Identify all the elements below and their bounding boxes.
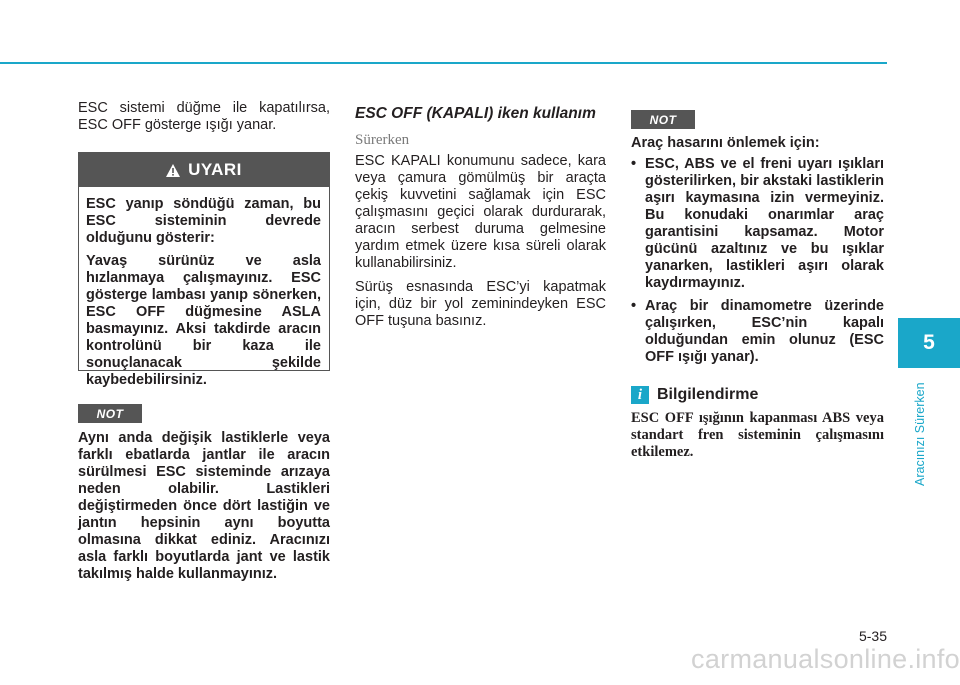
note-label-left: NOT [78, 404, 142, 423]
note-text-left: Aynı anda değişik lastiklerle veya farklı ebatlarda jantlar ile aracın sürülmesi ESC sisteminde arızaya neden olabilir. Lastikleri değiştirmeden önce dört lastiğin ve jantın hepsinin aynı boyutta olmasına dikkat ediniz. Aracınızı asla farklı boyutlarda jant ve lastik takılmış halde kullanmayınız. [78, 430, 330, 582]
top-divider [0, 62, 887, 64]
note-left [78, 430, 330, 583]
page-number: 5-35 [858, 628, 887, 644]
list-item: • ESC, ABS ve el freni uyarı ışıkları gösterilirken, bir akstaki lastiklerin aşırı kaymasına izin vermeyiniz. Bu konudaki onarımlar araç garantisini kapsamaz. Motor gücünü azaltınız ve bu ışıklar yanarken, lastikleri aşırı olarak kaydırmayınız. [631, 156, 884, 292]
list-item: • Araç bir dinamometre üzerinde çalışırken, ESC’nin kapalı olduğundan emin olunuz (ESC OFF ışığı yanar). [631, 298, 884, 366]
info-heading [631, 386, 884, 404]
left-column [78, 100, 330, 134]
middle-paragraph-2: Sürüş esnasında ESC’yi kapatmak için, düz bir yol zeminindeyken ESC OFF tuşuna basınız. [355, 279, 606, 329]
right-column [631, 135, 884, 461]
middle-column [355, 105, 606, 330]
warning-title: UYARI [188, 160, 242, 179]
info-icon: i [631, 386, 649, 404]
section-heading: ESC OFF (KAPALI) iken kullanım [355, 105, 596, 122]
watermark: carmanualsonline.info [691, 644, 960, 674]
info-title: Bilgilendirme [657, 386, 759, 403]
intro-text: ESC sistemi düğme ile kapatılırsa, ESC OFF gösterge ışığı yanar. [78, 100, 330, 133]
warning-box [78, 152, 330, 388]
warning-paragraph-2: Yavaş sürünüz ve asla hızlanmaya çalışmayınız. ESC gösterge lambası yanıp sönerken, ESC OFF düğmesine ASLA basmayınız. Aksi takdirde aracın kontrolünü bir kaza ile sonuçlanacak şekilde kaybedebilirsiniz. [86, 253, 321, 388]
chapter-title: Aracınızı Sürerken [913, 382, 927, 486]
warning-triangle-icon [166, 164, 180, 177]
warning-body [79, 187, 329, 389]
note-title-right: Araç hasarını önlemek için: [631, 135, 820, 151]
warning-paragraph-1: ESC yanıp söndüğü zaman, bu ESC sisteminin devrede olduğunu gösterir: [86, 196, 321, 246]
chapter-tab: 5 [898, 318, 960, 368]
warning-header [79, 153, 329, 187]
middle-paragraph-1: ESC KAPALI konumunu sadece, kara veya çamura gömülmüş bir araçta çekiş kuvvetini sağlamak için ESC çalışmasını geçici olarak durdurarak, aracın serbest duruma gelmesine yardım etmek üzere kısa süreli olarak kullanabilirsiniz. [355, 153, 606, 271]
section-subheading: Sürerken [355, 132, 410, 148]
note-bullet-list [631, 156, 884, 366]
info-text: ESC OFF ışığının kapanması ABS veya standart fren sisteminin çalışmasını etkilemez. [631, 410, 884, 460]
note-label-right: NOT [631, 110, 695, 129]
